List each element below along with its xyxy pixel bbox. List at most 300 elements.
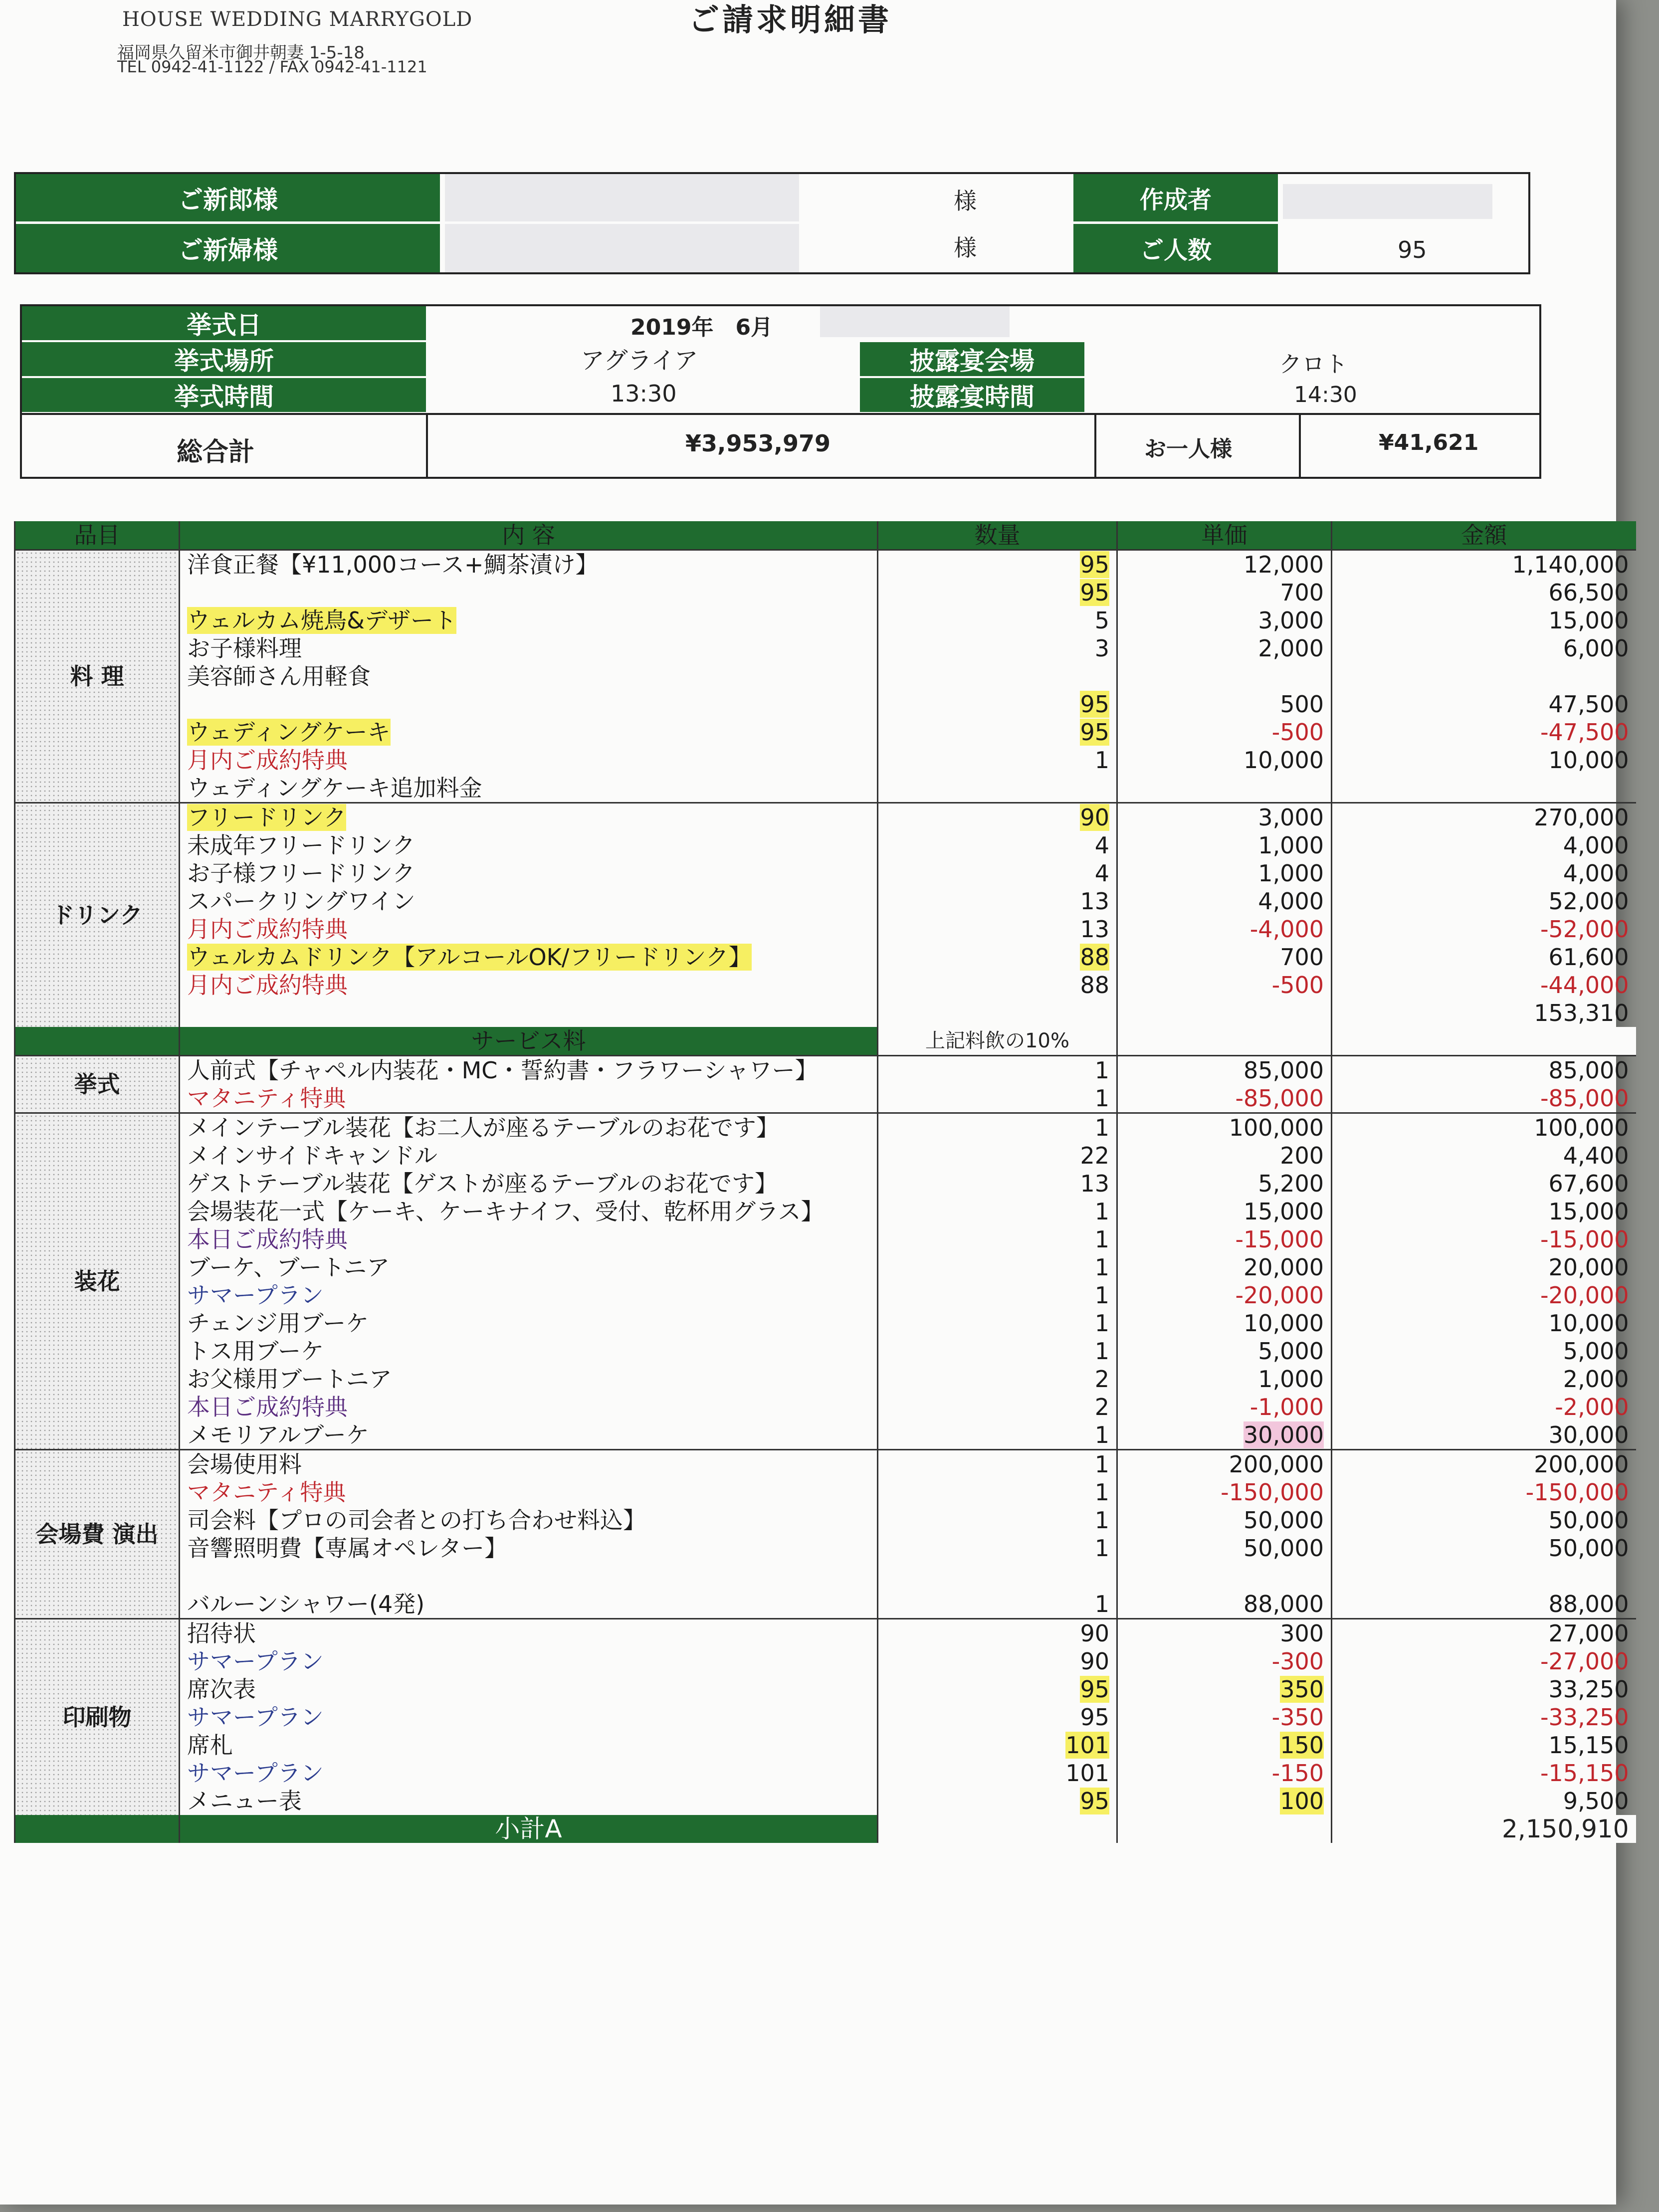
subtotal-row (15, 1815, 1636, 1843)
table-row (15, 1365, 1636, 1393)
table-row (15, 1170, 1636, 1198)
item-unit-price (1117, 859, 1332, 887)
item-unit-price (1117, 1787, 1332, 1815)
banquet-place-label: 披露宴会場 (860, 342, 1084, 376)
item-unit-price (1117, 606, 1332, 634)
item-name (180, 1478, 878, 1506)
item-unit-price-text: 100,000 (1229, 1114, 1324, 1141)
table-row (15, 999, 1636, 1027)
item-qty-text: 1 (1094, 1535, 1109, 1562)
table-row (15, 1534, 1636, 1562)
item-name-text: お子様料理 (187, 635, 302, 662)
table-row (15, 579, 1636, 606)
table-row (15, 606, 1636, 634)
ceremony-date-value: 2019年 6月 (630, 315, 773, 340)
item-name-text: スパークリングワイン (187, 888, 415, 915)
category-cell: 料 理 (15, 550, 180, 803)
item-qty (878, 606, 1117, 634)
item-unit-price-text: 1,000 (1258, 832, 1324, 859)
item-unit-price-text: 30,000 (1244, 1421, 1324, 1448)
item-name (180, 859, 878, 887)
item-qty-text: 90 (1080, 804, 1109, 831)
item-qty-text: 1 (1094, 1421, 1109, 1448)
item-name-text: ウェルカムドリンク【アルコールOK/フリードリンク】 (187, 944, 752, 971)
item-amount-text: 15,000 (1548, 1198, 1629, 1225)
item-name-text: サマープラン (187, 1282, 324, 1309)
ceremony-time-value: 13:30 (611, 380, 677, 407)
item-qty (878, 1787, 1117, 1815)
venue-name: HOUSE WEDDING MARRYGOLD (122, 8, 473, 31)
service-label: サービス料 (180, 1027, 878, 1056)
items-table (14, 521, 1636, 1843)
item-amount (1332, 1731, 1636, 1759)
item-name (180, 690, 878, 718)
item-name-text: メインテーブル装花【お二人が座るテーブルのお花です】 (187, 1114, 779, 1141)
table-row (15, 831, 1636, 859)
item-qty-text: 1 (1094, 1282, 1109, 1309)
item-name (180, 1590, 878, 1619)
item-unit-price-text: 300 (1280, 1620, 1324, 1647)
food-drink-sections (15, 550, 1636, 1027)
category-cell: 装花 (15, 1113, 180, 1450)
item-amount (1332, 831, 1636, 859)
item-name (180, 971, 878, 999)
item-amount (1332, 1787, 1636, 1815)
item-amount-text: 200,000 (1534, 1451, 1629, 1478)
table-row (15, 1253, 1636, 1281)
category-cell: 会場費 演出 (15, 1450, 180, 1619)
item-unit-price-text: -500 (1271, 972, 1324, 999)
item-name-text: 未成年フリードリンク (187, 832, 415, 859)
service-charge-row (15, 1027, 1636, 1056)
item-amount (1332, 1450, 1636, 1479)
item-name (180, 887, 878, 915)
category-cell: 印刷物 (15, 1619, 180, 1815)
item-amount (1332, 943, 1636, 971)
bride-label: ご新婦様 (16, 224, 440, 272)
item-unit-price (1117, 1421, 1332, 1450)
item-unit-price-text: 50,000 (1244, 1535, 1324, 1562)
item-amount (1332, 690, 1636, 718)
table-row (15, 662, 1636, 690)
item-unit-price-text: 50,000 (1244, 1507, 1324, 1534)
item-name (180, 1198, 878, 1225)
item-unit-price (1117, 1198, 1332, 1225)
category-cell: 挙式 (15, 1056, 180, 1113)
item-qty (878, 1225, 1117, 1253)
item-unit-price (1117, 887, 1332, 915)
item-qty (878, 1198, 1117, 1225)
item-qty-text: 13 (1080, 1170, 1109, 1197)
item-unit-price-text: -1,000 (1249, 1394, 1324, 1420)
item-amount-text: -44,000 (1540, 972, 1629, 999)
item-name (180, 1170, 878, 1198)
item-amount (1332, 971, 1636, 999)
item-qty (878, 1759, 1117, 1787)
item-qty-text: 90 (1080, 1648, 1109, 1675)
item-amount-text: 4,000 (1563, 832, 1629, 859)
item-name (180, 1309, 878, 1337)
item-unit-price-text: 10,000 (1244, 747, 1324, 774)
table-row (15, 1421, 1636, 1450)
item-name-text: 洋食正餐【¥11,000コース+鯛茶漬け】 (187, 551, 599, 578)
item-name (180, 718, 878, 746)
per-person-label: お一人様 (1144, 436, 1232, 462)
item-amount-text: 10,000 (1548, 1310, 1629, 1337)
table-row (15, 971, 1636, 999)
item-qty-text: 95 (1080, 691, 1109, 718)
item-amount-text: -20,000 (1540, 1282, 1629, 1309)
table-row (15, 1675, 1636, 1703)
table-header (15, 521, 1636, 550)
item-name-text: ゲストテーブル装花【ゲストが座るテーブルのお花です】 (187, 1170, 778, 1197)
item-name (180, 1450, 878, 1479)
groom-honorific: 様 (954, 188, 977, 214)
item-qty-text: 4 (1094, 860, 1109, 887)
item-amount (1332, 1562, 1636, 1590)
item-unit-price (1117, 634, 1332, 662)
item-qty (878, 1562, 1117, 1590)
item-qty-text: 95 (1080, 1788, 1109, 1814)
item-name-text: メインサイドキャンドル (187, 1142, 437, 1169)
bride-name-redacted (445, 224, 799, 272)
table-row (15, 634, 1636, 662)
item-amount-text: -2,000 (1555, 1394, 1629, 1420)
item-amount (1332, 887, 1636, 915)
names-block (14, 172, 1530, 274)
item-amount (1332, 1534, 1636, 1562)
item-qty-text: 3 (1094, 635, 1109, 662)
item-unit-price-text: 10,000 (1244, 1310, 1324, 1337)
item-amount-text: -150,000 (1525, 1479, 1629, 1506)
document-title: ご請求明細書 (688, 1, 892, 38)
table-row (15, 1787, 1636, 1815)
item-name (180, 1787, 878, 1815)
item-amount-text: 9,500 (1563, 1788, 1629, 1814)
item-qty (878, 999, 1117, 1027)
item-name (180, 1337, 878, 1365)
table-row (15, 1084, 1636, 1113)
item-name (180, 1281, 878, 1309)
venue-tel-fax: TEL 0942-41-1122 / FAX 0942-41-1121 (117, 57, 427, 76)
item-qty (878, 1056, 1117, 1085)
item-qty (878, 1731, 1117, 1759)
item-name-text: トス用ブーケ (187, 1338, 324, 1365)
item-name (180, 1647, 878, 1675)
item-name (180, 662, 878, 690)
item-unit-price-text: 5,200 (1258, 1170, 1324, 1197)
item-amount (1332, 999, 1636, 1027)
item-unit-price (1117, 690, 1332, 718)
table-row (15, 774, 1636, 803)
item-name (180, 634, 878, 662)
item-name (180, 1506, 878, 1534)
item-name-text: 月内ご成約特典 (187, 916, 348, 943)
item-qty-text: 1 (1094, 747, 1109, 774)
item-amount-text: 15,150 (1548, 1732, 1629, 1759)
item-amount (1332, 1142, 1636, 1170)
item-name-text: 会場装花一式【ケーキ、ケーキナイフ、受付、乾杯用グラス】 (187, 1198, 824, 1225)
item-qty-text: 1 (1094, 1310, 1109, 1337)
item-amount-text: 33,250 (1548, 1676, 1629, 1703)
item-amount (1332, 1365, 1636, 1393)
item-unit-price (1117, 1619, 1332, 1648)
item-name (180, 831, 878, 859)
item-qty-text: 4 (1094, 832, 1109, 859)
table-row (15, 803, 1636, 832)
item-unit-price (1117, 1365, 1332, 1393)
table-row (15, 1619, 1636, 1648)
item-qty (878, 1703, 1117, 1731)
item-name-text: 司会料【プロの司会者との打ち合わせ料込】 (187, 1507, 646, 1534)
item-amount-text: 4,400 (1563, 1142, 1629, 1169)
item-amount (1332, 1393, 1636, 1421)
item-name (180, 1084, 878, 1113)
table-row (15, 1506, 1636, 1534)
item-name-text: 席札 (187, 1732, 233, 1759)
item-amount (1332, 1113, 1636, 1142)
item-name-text: 招待状 (187, 1620, 256, 1647)
groom-label: ご新郎様 (16, 174, 440, 221)
item-amount-text: 67,600 (1548, 1170, 1629, 1197)
item-qty (878, 971, 1117, 999)
guests-count: 95 (1398, 236, 1427, 263)
item-qty (878, 1142, 1117, 1170)
item-unit-price (1117, 1675, 1332, 1703)
table-row (15, 915, 1636, 943)
item-unit-price-text: -20,000 (1235, 1282, 1324, 1309)
item-unit-price (1117, 971, 1332, 999)
item-name (180, 1731, 878, 1759)
item-name-text: サマープラン (187, 1648, 324, 1675)
item-amount (1332, 1170, 1636, 1198)
item-qty-text: 13 (1080, 916, 1109, 943)
item-name (180, 1619, 878, 1648)
item-qty-text: 1 (1094, 1198, 1109, 1225)
item-amount (1332, 1675, 1636, 1703)
item-amount (1332, 1084, 1636, 1113)
item-qty (878, 662, 1117, 690)
item-name-text: フリードリンク (187, 804, 347, 831)
item-unit-price (1117, 774, 1332, 803)
item-amount-text: 50,000 (1548, 1507, 1629, 1534)
venue-address: 福岡県久留米市御井朝妻 1-5-18 (117, 43, 365, 63)
item-unit-price (1117, 1647, 1332, 1675)
item-name-text: 席次表 (187, 1676, 256, 1703)
item-amount-text: -52,000 (1540, 916, 1629, 943)
item-amount-text: -15,000 (1540, 1226, 1629, 1253)
table-row (15, 1703, 1636, 1731)
item-qty-text: 1 (1094, 1226, 1109, 1253)
item-unit-price (1117, 1309, 1332, 1337)
item-name-text: 本日ご成約特典 (187, 1226, 348, 1253)
item-qty (878, 634, 1117, 662)
table-row (15, 887, 1636, 915)
item-unit-price-text: 200 (1280, 1142, 1324, 1169)
item-amount-text: -15,150 (1540, 1760, 1629, 1787)
item-name-text: お子様フリードリンク (187, 860, 415, 887)
item-unit-price (1117, 1703, 1332, 1731)
item-qty-text: 1 (1094, 1479, 1109, 1506)
item-name (180, 746, 878, 774)
item-qty (878, 690, 1117, 718)
item-amount (1332, 1590, 1636, 1619)
item-amount (1332, 1619, 1636, 1648)
item-amount-text: 10,000 (1548, 747, 1629, 774)
item-name (180, 1534, 878, 1562)
item-qty (878, 1253, 1117, 1281)
item-name (180, 943, 878, 971)
subtotal-value: 2,150,910 (1332, 1815, 1636, 1843)
item-qty-text: 101 (1065, 1760, 1109, 1787)
item-unit-price (1117, 1056, 1332, 1085)
item-qty (878, 1281, 1117, 1309)
item-unit-price (1117, 718, 1332, 746)
item-name-text: サマープラン (187, 1704, 324, 1731)
item-amount (1332, 1337, 1636, 1365)
item-amount-text: -27,000 (1540, 1648, 1629, 1675)
item-unit-price-text: -150,000 (1221, 1479, 1324, 1506)
item-unit-price (1117, 1253, 1332, 1281)
table-row (15, 859, 1636, 887)
item-name (180, 1703, 878, 1731)
item-name-text: お父様用ブートニア (187, 1366, 392, 1393)
item-name (180, 1759, 878, 1787)
item-amount (1332, 1056, 1636, 1085)
item-name-text: 月内ご成約特典 (187, 972, 348, 999)
item-unit-price-text: -15,000 (1235, 1226, 1324, 1253)
banquet-time-value: 14:30 (1294, 382, 1357, 407)
item-unit-price (1117, 1113, 1332, 1142)
item-qty-text: 1 (1094, 1254, 1109, 1281)
item-qty (878, 831, 1117, 859)
item-unit-price-text: -150 (1271, 1760, 1324, 1787)
item-amount-text: 61,600 (1548, 944, 1629, 971)
item-qty-text: 1 (1094, 1114, 1109, 1141)
item-unit-price (1117, 1281, 1332, 1309)
item-amount (1332, 1647, 1636, 1675)
item-unit-price (1117, 1337, 1332, 1365)
item-unit-price-text: -300 (1271, 1648, 1324, 1675)
ceremony-block (20, 304, 1541, 479)
item-amount-text: 1,140,000 (1512, 551, 1629, 578)
item-amount (1332, 579, 1636, 606)
item-name-text: 人前式【チャペル内装花・MC・誓約書・フラワーシャワー】 (187, 1057, 818, 1084)
item-amount-text: 15,000 (1548, 607, 1629, 634)
item-qty (878, 1113, 1117, 1142)
item-qty-text: 1 (1094, 1507, 1109, 1534)
item-qty (878, 1647, 1117, 1675)
item-qty-text: 95 (1080, 551, 1109, 578)
item-qty-text: 2 (1094, 1366, 1109, 1393)
item-unit-price-text: 15,000 (1244, 1198, 1324, 1225)
item-unit-price-text: 3,000 (1258, 804, 1324, 831)
item-amount (1332, 1198, 1636, 1225)
item-name-text: 月内ご成約特典 (187, 747, 348, 774)
col-amount: 金額 (1332, 521, 1636, 550)
item-qty-text: 22 (1080, 1142, 1109, 1169)
item-name (180, 1113, 878, 1142)
ceremony-day-redacted (820, 306, 1010, 337)
item-qty-text: 1 (1094, 1338, 1109, 1365)
item-unit-price-text: -350 (1271, 1704, 1324, 1731)
item-qty-text: 2 (1094, 1394, 1109, 1420)
item-name (180, 1056, 878, 1085)
table-row (15, 1337, 1636, 1365)
item-qty-text: 5 (1094, 607, 1109, 634)
table-row (15, 943, 1636, 971)
item-amount (1332, 1478, 1636, 1506)
item-unit-price (1117, 1534, 1332, 1562)
item-unit-price (1117, 1478, 1332, 1506)
item-qty (878, 1393, 1117, 1421)
ceremony-date-label: 挙式日 (22, 306, 426, 340)
item-qty (878, 1506, 1117, 1534)
item-amount (1332, 1253, 1636, 1281)
item-qty-text: 1 (1094, 1591, 1109, 1617)
item-amount-text: 4,000 (1563, 860, 1629, 887)
item-amount-text: 88,000 (1548, 1591, 1629, 1617)
item-qty (878, 887, 1117, 915)
item-name (180, 1253, 878, 1281)
item-unit-price-text: 500 (1280, 691, 1324, 718)
guests-label: ご人数 (1073, 224, 1278, 272)
item-unit-price (1117, 943, 1332, 971)
item-unit-price (1117, 1590, 1332, 1619)
item-amount-text: -85,000 (1540, 1085, 1629, 1112)
item-amount-text: 27,000 (1548, 1620, 1629, 1647)
item-amount (1332, 550, 1636, 579)
item-unit-price (1117, 1731, 1332, 1759)
item-unit-price (1117, 915, 1332, 943)
item-amount-text: 20,000 (1548, 1254, 1629, 1281)
item-qty (878, 803, 1117, 832)
item-unit-price (1117, 579, 1332, 606)
item-qty-text: 95 (1080, 719, 1109, 746)
item-unit-price-text: -500 (1271, 719, 1324, 746)
item-name-text: ウェディングケーキ追加料金 (187, 775, 482, 802)
table-row (15, 746, 1636, 774)
item-amount-text: -33,250 (1540, 1704, 1629, 1731)
per-person-value: ¥41,621 (1379, 430, 1479, 455)
item-amount-text: -47,500 (1540, 719, 1629, 746)
item-name-text: メニュー表 (187, 1788, 302, 1814)
table-row (15, 1198, 1636, 1225)
service-note: 上記料飲の10% (878, 1027, 1117, 1056)
item-amount (1332, 1225, 1636, 1253)
item-unit-price-text: 2,000 (1258, 635, 1324, 662)
table-row (15, 1647, 1636, 1675)
item-unit-price-text: 4,000 (1258, 888, 1324, 915)
item-name (180, 1562, 878, 1590)
item-qty (878, 1365, 1117, 1393)
item-unit-price (1117, 1393, 1332, 1421)
item-qty (878, 1084, 1117, 1113)
item-amount-text: 52,000 (1548, 888, 1629, 915)
item-unit-price-text: 700 (1280, 579, 1324, 606)
item-name-text: マタニティ特典 (187, 1479, 346, 1506)
table-row (15, 1393, 1636, 1421)
item-amount (1332, 662, 1636, 690)
item-amount (1332, 1309, 1636, 1337)
table-row (15, 1142, 1636, 1170)
item-amount-text: 66,500 (1548, 579, 1629, 606)
item-unit-price (1117, 831, 1332, 859)
ceremony-time-label: 挙式時間 (22, 378, 426, 412)
item-unit-price (1117, 1142, 1332, 1170)
item-unit-price-text: 20,000 (1244, 1254, 1324, 1281)
item-amount-text: 2,000 (1563, 1366, 1629, 1393)
